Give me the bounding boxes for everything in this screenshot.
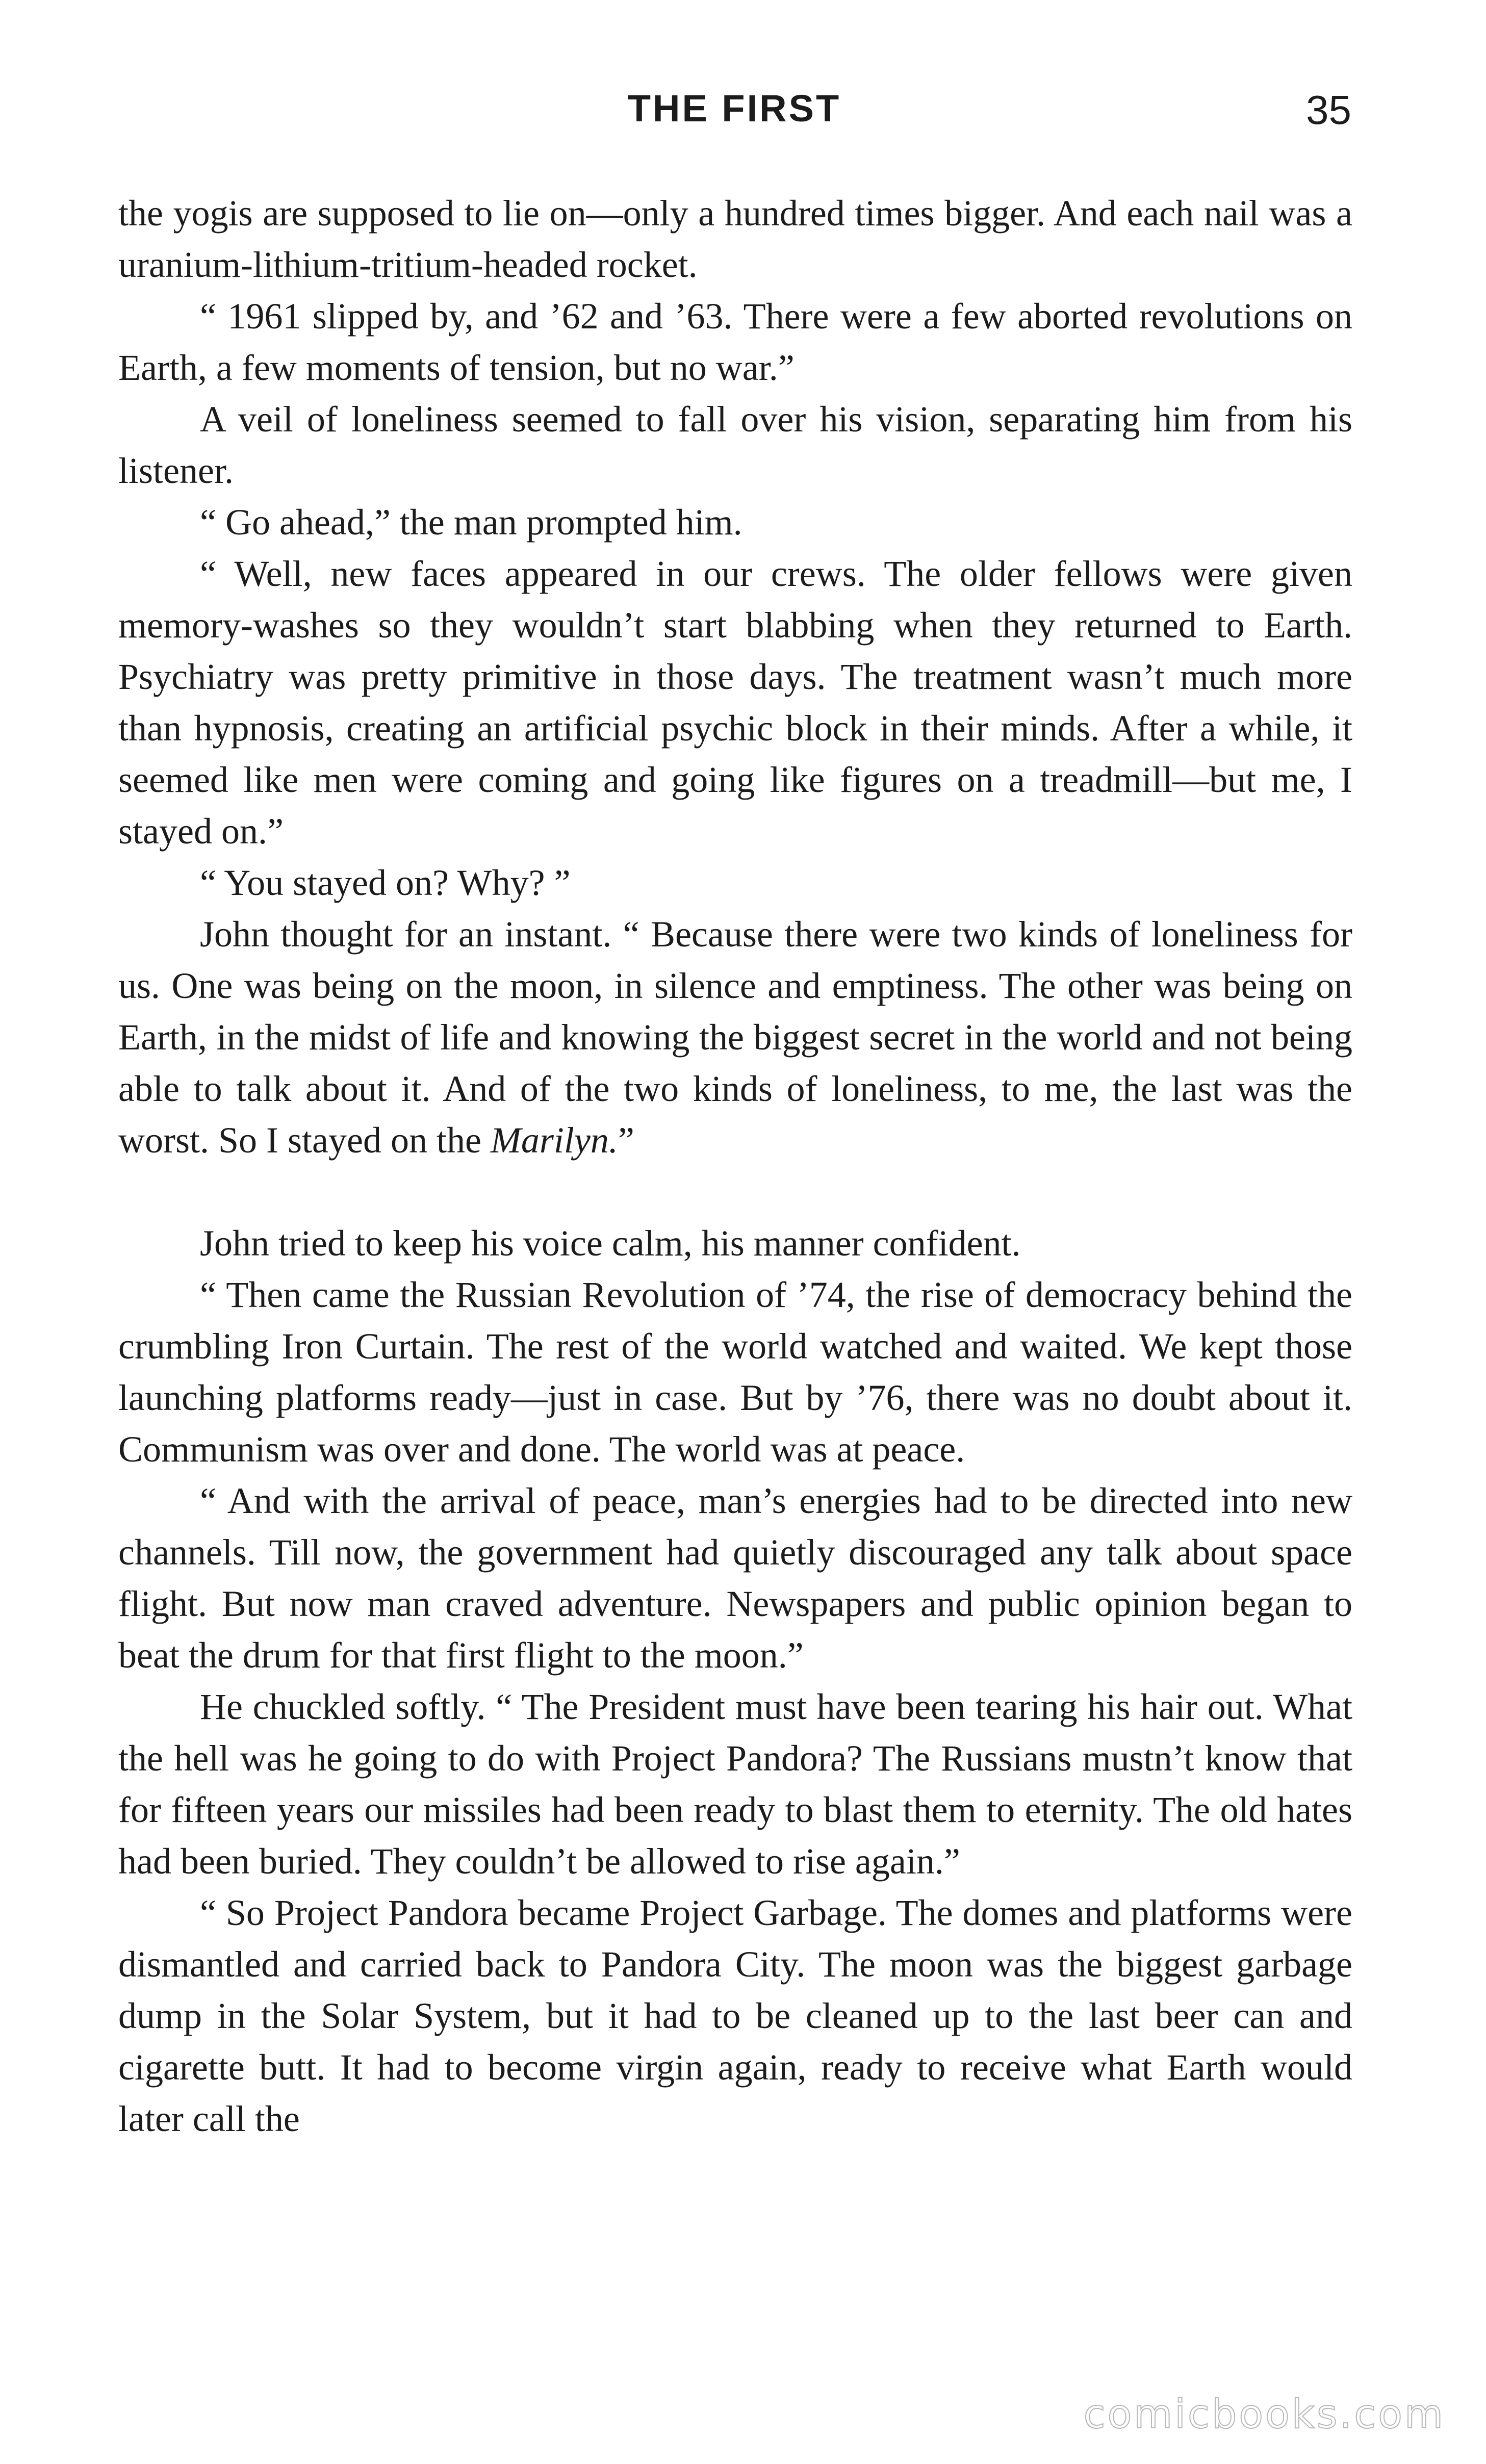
closing-quote: ” [618,1120,634,1161]
paragraph-12: “ So Project Pandora became Project Garbage. The domes and platforms were dismantled and carried back to Pandora City. The moon was the biggest garbage dump in the Solar System, but it had to be cleaned up to the last beer can and cigarette butt. It had to become virgin again, ready to receive what Earth would later call the [118,1892,1352,2139]
page-number: 35 [1306,87,1351,133]
paragraph-7 [118,909,1352,1166]
paragraph-2: “ 1961 slipped by, and ’62 and ’63. There were a few aborted revolutions on Earth, a few moments of tension, but no war.” [118,296,1352,388]
paragraph-4: “ Go ahead,” the man prompted him. [200,502,742,543]
paragraph-6: “ You stayed on? Why? ” [200,862,571,903]
paragraph-7-text: John thought for an instant. “ Because there were two kinds of loneliness for us. One was being on the moon, in silence and emptiness. The other was being on Earth, in the midst of life and knowing the biggest secret in the world and not being able to talk about it. And of the two kinds of loneliness, to me, the last was the worst. So I stayed on the [118,914,1352,1161]
running-head: THE FIRST [627,87,841,130]
paragraph-3: A veil of loneliness seemed to fall over his vision, separating him from his listener. [118,399,1352,491]
paragraph-10: “ And with the arrival of peace, man’s energies had to be directed into new channels. Till now, the government had quietly discouraged any talk about space flight. But now man craved adventure. Newspapers and public opinion began to beat the drum for that first flight to the moon.” [118,1480,1352,1676]
paragraph-1: the yogis are supposed to lie on—only a hundred times bigger. And each nail was a uranium-lithium-tritium-headed rocket. [118,193,1352,285]
paragraph-9: “ Then came the Russian Revolution of ’74, the rise of democracy behind the crumbling Iron Curtain. The rest of the world watched and waited. We kept those launching platforms ready—just in case. But by ’76, there was no doubt about it. Communism was over and done. The world was at peace. [118,1274,1352,1470]
ship-name: Marilyn. [490,1120,618,1161]
paragraph-11: He chuckled softly. “ The President must have been tearing his hair out. What the hell was he going to do with Project Pandora? The Russians mustn’t know that for fifteen years our missiles had been ready to blast them to eternity. The old hates had been buried. They couldn’t be allowed to rise again.” [118,1686,1352,1882]
paragraph-5: “ Well, new faces appeared in our crews. The older fellows were given memory-washes so they wouldn’t start blabbing when they returned to Earth. Psychiatry was pretty primitive in those days. The treatment wasn’t much more than hypnosis, creating an artificial psychic block in their minds. After a while, it seemed like men were coming and going like figures on a treadmill—but me, I stayed on.” [118,553,1352,852]
page-header [117,87,1351,153]
watermark: comicbooks.com [1083,2392,1445,2437]
body-text [118,188,1352,2145]
paragraph-8: John tried to keep his voice calm, his manner confident. [200,1223,1021,1264]
